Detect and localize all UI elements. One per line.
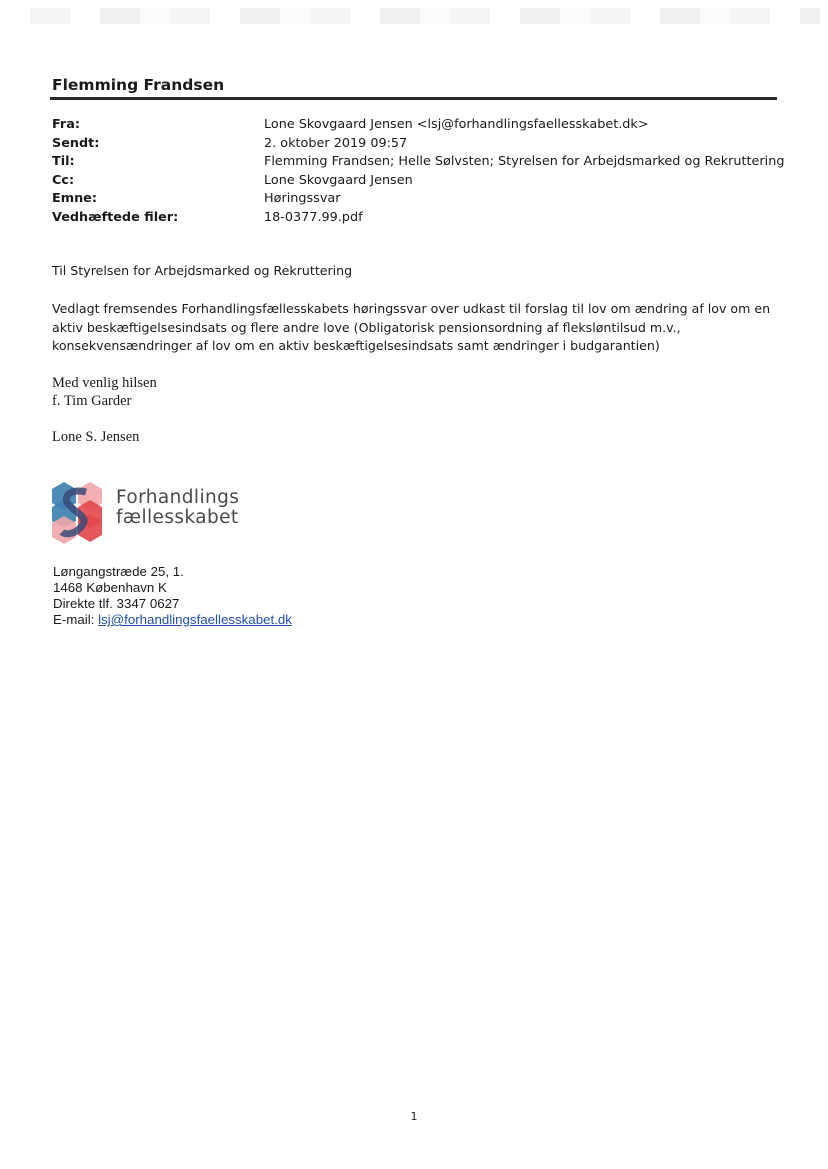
company-logo	[50, 480, 290, 548]
body-line: Vedlagt fremsendes Forhandlingsfællesskabets høringssvar over udkast til forslag til lov om ændring af lov om en	[52, 301, 771, 316]
logo-wordmark	[116, 488, 239, 528]
logo-line: Forhandlings	[116, 487, 240, 508]
email-closing	[52, 374, 157, 410]
header-label: Til:	[52, 154, 75, 169]
header-row-from	[52, 116, 782, 135]
body-line: konsekvensændringer af lov om en aktiv beskæftigelsesindsats samt ændringer i budgarantien)	[52, 338, 660, 353]
email-greeting: Til Styrelsen for Arbejdsmarked og Rekruttering	[52, 263, 353, 278]
page-number: 1	[410, 1110, 418, 1123]
header-divider	[50, 97, 777, 100]
header-value: Lone Skovgaard Jensen	[264, 172, 413, 188]
email-label: E-mail:	[53, 612, 95, 627]
closing-line: f. Tim Garder	[52, 393, 132, 409]
header-value: Høringssvar	[264, 191, 341, 206]
header-label: Cc:	[52, 172, 75, 188]
attachment-filename[interactable]: 18-0377.99.pdf	[264, 209, 363, 225]
sender-title: Flemming Frandsen	[52, 76, 225, 94]
header-row-cc	[52, 172, 782, 191]
logo-line: fællesskabet	[116, 507, 239, 528]
scan-artifact	[30, 8, 820, 24]
header-value: Flemming Frandsen; Helle Sølvsten; Styrelsen for Arbejdsmarked og Rekruttering	[264, 154, 785, 169]
header-label: Vedhæftede filer:	[52, 209, 179, 225]
address-phone: Direkte tlf. 3347 0627	[53, 596, 180, 611]
email-link[interactable]: lsj@forhandlingsfaellesskabet.dk	[98, 612, 292, 627]
signature-name: Lone S. Jensen	[52, 429, 140, 445]
address-email-row	[53, 612, 292, 628]
header-label: Fra:	[52, 117, 80, 132]
closing-line: Med venlig hilsen	[52, 375, 157, 391]
header-label: Sendt:	[52, 135, 100, 151]
address-city: 1468 København K	[53, 580, 167, 595]
header-label: Emne:	[52, 191, 97, 206]
body-line: aktiv beskæftigelsesindsats og flere andre love (Obligatorisk pensionsordning af fleksløntilsud m.v.,	[52, 319, 681, 335]
address-street: Løngangstræde 25, 1.	[53, 564, 184, 579]
email-body	[52, 300, 772, 356]
address-block	[53, 564, 292, 628]
header-row-to	[52, 153, 785, 172]
header-value: Lone Skovgaard Jensen <lsj@forhandlingsfaellesskabet.dk>	[264, 117, 649, 132]
header-row-sent	[52, 135, 782, 154]
header-row-subject	[52, 190, 782, 209]
email-headers	[52, 116, 785, 227]
header-row-attachments	[52, 209, 782, 228]
logo-mark-icon	[50, 480, 108, 546]
header-value: 2. oktober 2019 09:57	[264, 135, 408, 151]
